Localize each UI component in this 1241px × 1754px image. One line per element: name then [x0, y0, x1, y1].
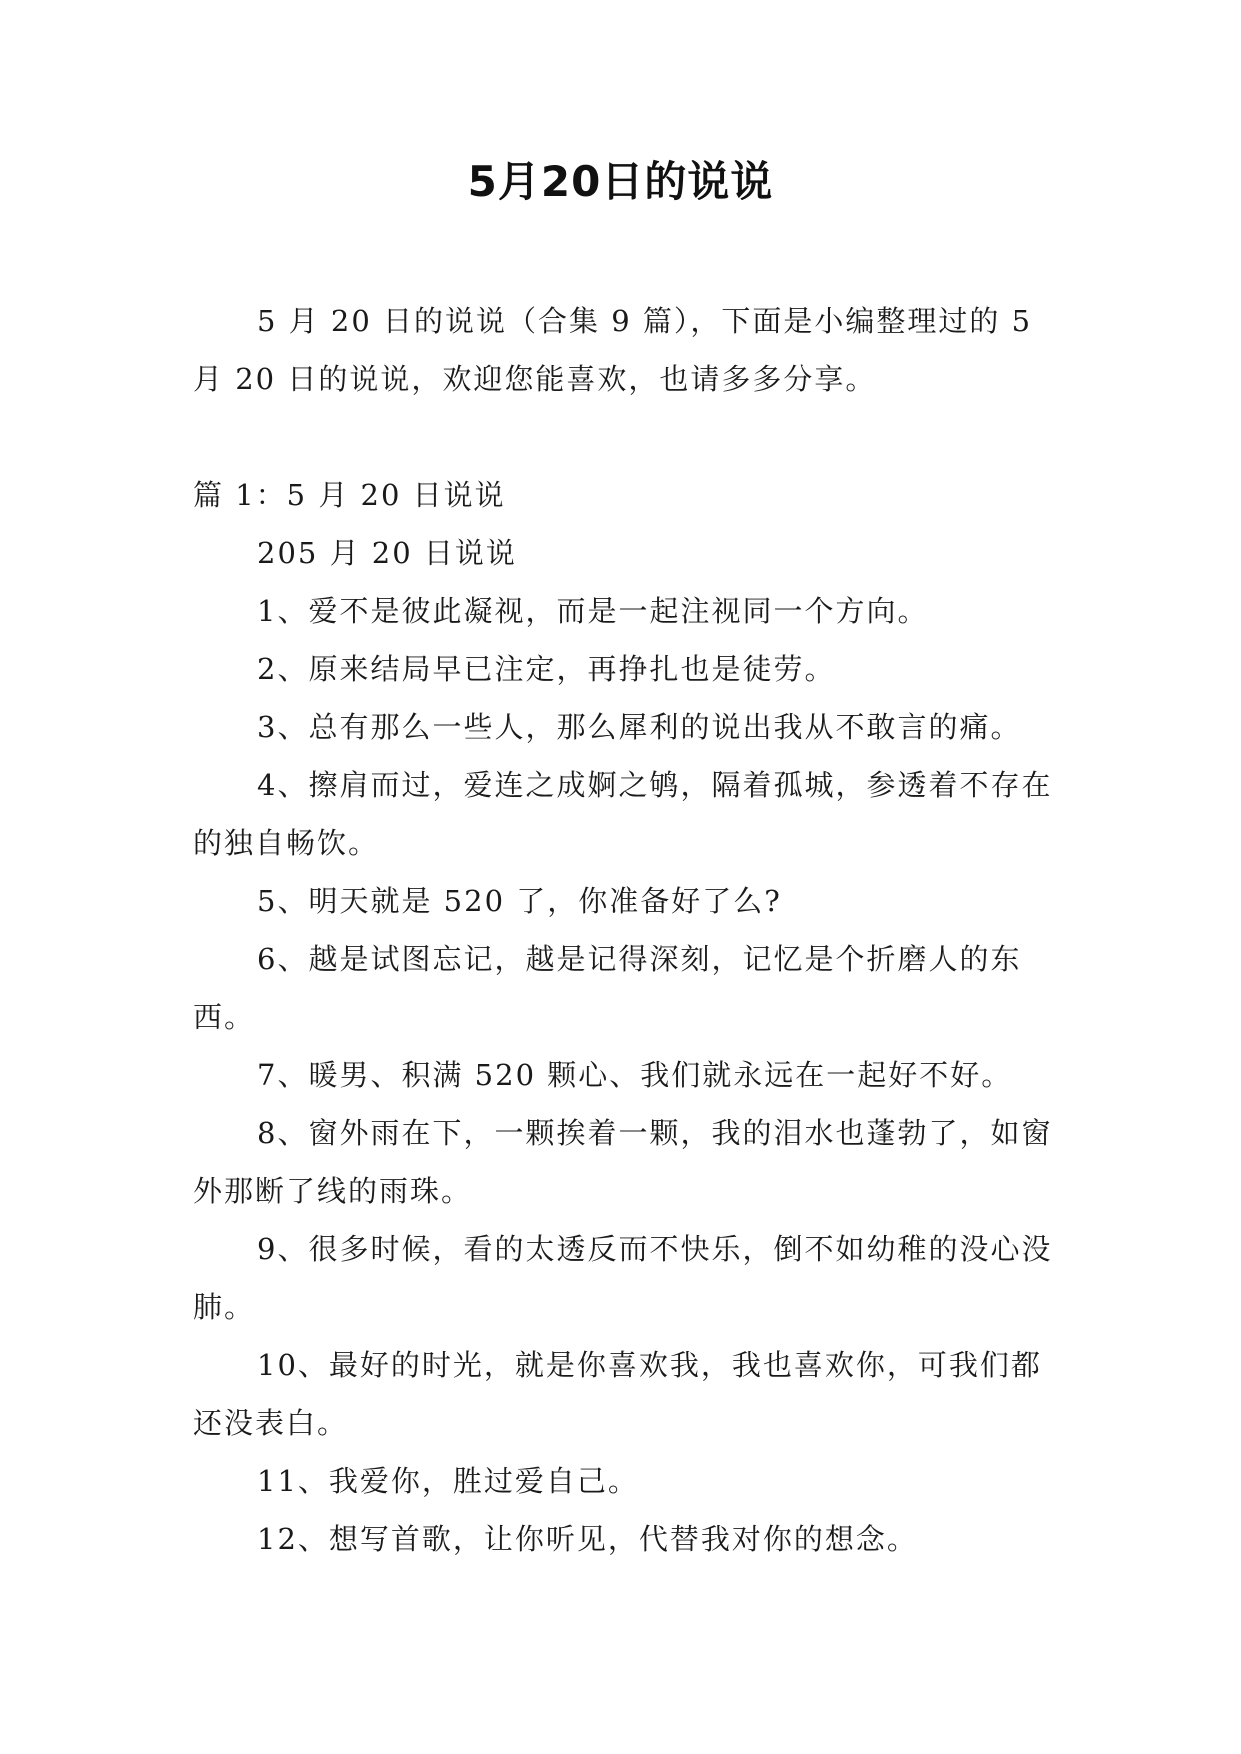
section-heading: 篇 1：5 月 20 日说说	[193, 478, 506, 512]
document-title: 5月20日的说说	[467, 157, 774, 206]
list-item: 7、暖男、积满 520 颗心、我们就永远在一起好不好。	[257, 1058, 1013, 1092]
list-item: 2、原来结局早已注定，再挣扎也是徒劳。	[257, 652, 836, 686]
paragraph-spacer	[193, 408, 1063, 466]
list-item: 12、想写首歌，让你听见，代替我对你的想念。	[257, 1522, 918, 1556]
list-item: 9、很多时候，看的太透反而不快乐，倒不如幼稚的没心没肺。	[193, 1232, 1053, 1324]
document-body	[193, 292, 1063, 1568]
intro-paragraph: 5 月 20 日的说说（合集 9 篇），下面是小编整理过的 5 月 20 日的说说，欢迎您能喜欢，也请多多分享。	[193, 304, 1033, 396]
list-item: 5、明天就是 520 了，你准备好了么?	[257, 884, 782, 918]
list-item: 3、总有那么一些人，那么犀利的说出我从不敢言的痛。	[257, 710, 1022, 744]
list-item: 6、越是试图忘记，越是记得深刻，记忆是个折磨人的东西。	[193, 942, 1022, 1034]
list-item: 1、爱不是彼此凝视，而是一起注视同一个方向。	[257, 594, 929, 628]
list-item: 8、窗外雨在下，一颗挨着一颗，我的泪水也蓬勃了，如窗外那断了线的雨珠。	[193, 1116, 1053, 1208]
section-subheading: 205 月 20 日说说	[257, 536, 517, 570]
list-item: 4、擦肩而过，爱连之成婀之鸲，隔着孤城，参透着不存在的独自畅饮。	[193, 768, 1053, 860]
list-item: 11、我爱你，胜过爱自己。	[257, 1464, 639, 1498]
list-item: 10、最好的时光，就是你喜欢我，我也喜欢你，可我们都还没表白。	[193, 1348, 1042, 1440]
